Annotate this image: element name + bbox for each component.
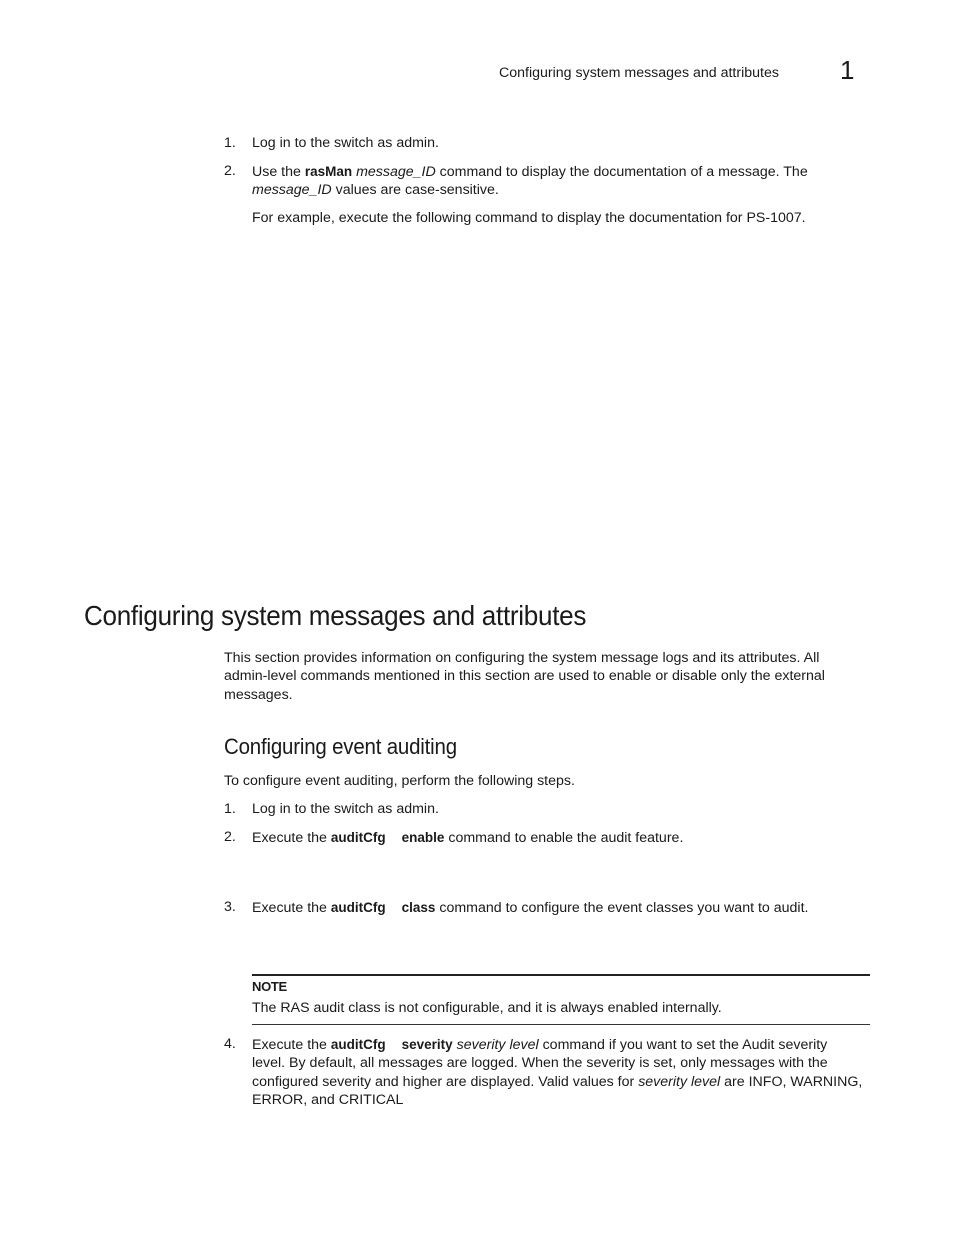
command-auditcfg: auditCfg: [330, 900, 386, 915]
command-rasman: rasMan: [304, 164, 353, 179]
chapter-number: 1: [840, 55, 855, 85]
step-text-pre: Execute the: [252, 1037, 331, 1053]
step-text-post: command to display the documentation of a message. The: [435, 164, 808, 180]
subsection-heading: Configuring event auditing: [224, 734, 457, 759]
argument-severity-level: severity level: [456, 1037, 539, 1053]
note-bottom-rule: [252, 1024, 870, 1025]
subsection-intro: To configure event auditing, perform the following steps.: [224, 773, 575, 789]
step-text-line3: [252, 1073, 862, 1092]
option-severity: severity: [401, 1037, 453, 1052]
step-text-pre: Use the: [252, 164, 305, 180]
step-text: [252, 1035, 827, 1055]
section-intro-line: This section provides information on configuring the system message logs and its attributes. All: [224, 650, 820, 666]
step-text-line3-pre: configured severity and higher are displayed. Valid values for: [252, 1074, 639, 1090]
step-text-pre: Execute the: [252, 830, 331, 846]
step-number: 2.: [224, 163, 236, 179]
step-text-post: command if you want to set the Audit severity: [538, 1037, 828, 1053]
example-text: For example, execute the following command to display the documentation for PS-1007.: [252, 210, 806, 226]
argument-message-id: message_ID: [356, 164, 436, 180]
step-number: 1.: [224, 801, 236, 817]
argument-severity-level: severity level: [638, 1074, 721, 1090]
command-auditcfg: auditCfg: [330, 1037, 386, 1052]
option-class: class: [401, 900, 436, 915]
step-text: [252, 162, 872, 182]
step-text-line2-post: values are case-sensitive.: [331, 182, 499, 198]
step-text-line3-post: are INFO, WARNING,: [720, 1074, 863, 1090]
argument-message-id: message_ID: [252, 182, 332, 198]
note-top-rule: [252, 974, 870, 976]
section-heading: Configuring system messages and attributes: [84, 600, 587, 631]
step-text: Log in to the switch as admin.: [252, 135, 439, 151]
note-label: NOTE: [252, 979, 287, 994]
command-auditcfg: auditCfg: [330, 830, 386, 845]
section-intro-line: messages.: [224, 687, 293, 703]
step-text-pre: Execute the: [252, 900, 331, 916]
step-text: Log in to the switch as admin.: [252, 801, 439, 817]
step-number: 1.: [224, 135, 236, 151]
step-text-line2: [252, 181, 499, 200]
step-number: 2.: [224, 829, 236, 845]
step-text-line4: ERROR, and CRITICAL: [252, 1092, 404, 1108]
section-intro-line: admin-level commands mentioned in this section are used to enable or disable only the external: [224, 668, 825, 684]
running-header-title: Configuring system messages and attributes: [499, 65, 779, 81]
option-enable: enable: [401, 830, 445, 845]
step-text: [252, 898, 808, 918]
step-text-line2: level. By default, all messages are logged. When the severity is set, only messages with the: [252, 1055, 828, 1071]
step-text-post: command to configure the event classes you want to audit.: [435, 900, 809, 916]
step-text-post: command to enable the audit feature.: [444, 830, 684, 846]
step-text: [252, 828, 683, 848]
note-text: The RAS audit class is not configurable, and it is always enabled internally.: [252, 1000, 722, 1016]
step-number: 3.: [224, 899, 236, 915]
step-number: 4.: [224, 1036, 236, 1052]
